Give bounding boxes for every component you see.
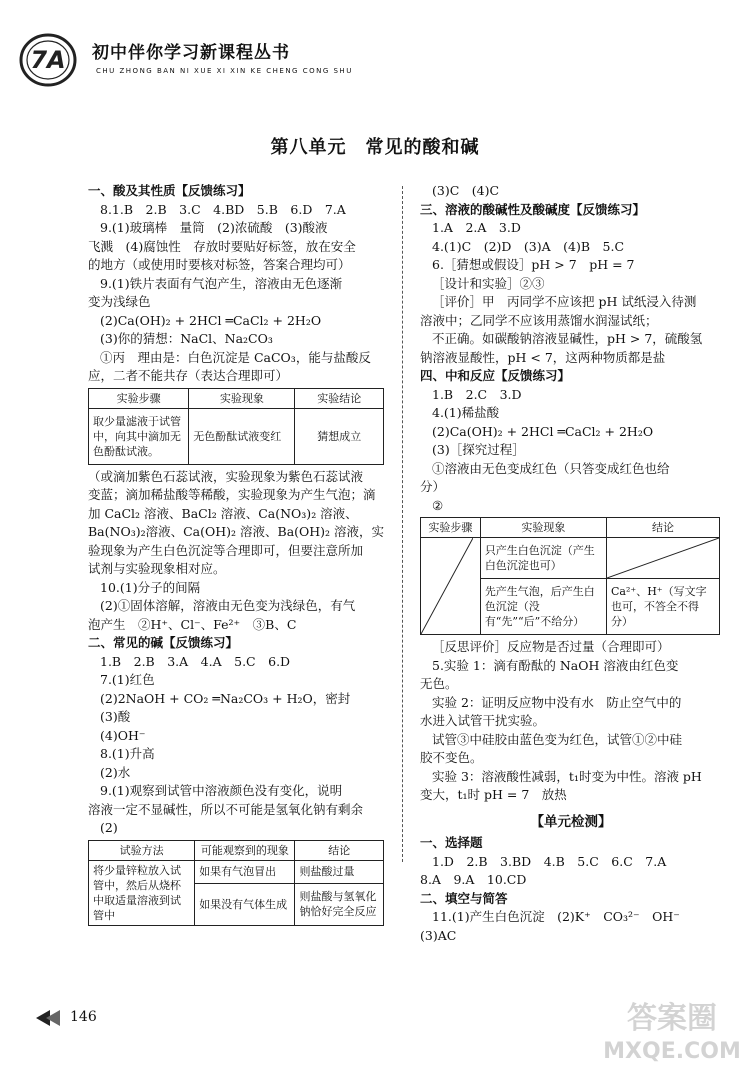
- column-divider: [402, 186, 403, 862]
- answer-line: (3)酸: [100, 709, 131, 724]
- answer-line: 试剂与实验现象相对应。: [88, 561, 226, 576]
- answer-line: ①溶液由无色变成红色（只答变成红色也给: [432, 460, 670, 476]
- diagonal-line-icon: [607, 538, 719, 578]
- answer-line: (3)C (4)C: [432, 183, 500, 198]
- table-cell: 将少量锌粒放入试管中，然后从烧杯中取适量溶液到试管中: [89, 860, 195, 925]
- answer-line: 分）: [420, 479, 446, 494]
- series-title: 初中伴你学习新课程丛书: [92, 43, 290, 63]
- table-cell: 无色酚酞试液变红: [189, 408, 295, 464]
- table-cell: 如果有气泡冒出: [195, 860, 295, 884]
- table-cell: 只产生白色沉淀（产生白色沉淀也可）: [480, 538, 606, 579]
- answer-line: 溶液中；乙同学不应该用蒸馏水润湿试纸；: [420, 312, 658, 328]
- table-cell: 取少量滤液于试管中，向其中滴加无色酚酞试液。: [89, 408, 189, 464]
- table-header: 结论: [607, 518, 720, 538]
- section-heading: 一、酸及其性质【反馈练习】: [88, 183, 251, 198]
- table-cell: 则盐酸过量: [295, 860, 384, 884]
- answer-line: 验现象为产生白色沉淀等合理即可，但要注意所加: [88, 542, 364, 558]
- answer-line: 8.(1)升高: [100, 746, 155, 761]
- answer-line: 的地方（或使用时要核对标签，答案合理均可）: [88, 257, 351, 272]
- page-number: 146: [70, 1009, 97, 1025]
- table-cell: 则盐酸与氢氧化钠恰好完全反应: [295, 884, 384, 925]
- answer-line: (2): [100, 820, 118, 835]
- table-header: 结论: [295, 840, 384, 860]
- answer-line: (2)Ca(OH)₂ + 2HCl ═CaCl₂ + 2H₂O: [100, 312, 322, 328]
- answer-line: 实验 3：溶液酸性减弱，t₁时变为中性。溶液 pH: [432, 768, 702, 784]
- answer-line: 5.实验 1：滴有酚酞的 NaOH 溶液由红色变: [432, 657, 679, 673]
- answer-line: (3)AC: [420, 927, 457, 943]
- watermark-line1: 答案圈: [627, 1001, 717, 1036]
- experiment-table-1: [88, 388, 384, 465]
- section-heading: 二、常见的碱【反馈练习】: [88, 635, 239, 650]
- answer-line: 变蓝；滴加稀盐酸等稀酸，实验现象为产生气泡；滴: [88, 487, 376, 502]
- table-header: 实验步骤: [89, 388, 189, 408]
- experiment-table-3: [420, 517, 720, 635]
- table-header: 实验现象: [480, 518, 606, 538]
- unit-title: 第八单元 常见的酸和碱: [270, 137, 480, 158]
- answer-line: 9.(1)铁片表面有气泡产生，溶液由无色逐渐: [100, 275, 343, 291]
- watermark-icon: [602, 996, 742, 1066]
- table-header: 实验结论: [295, 388, 384, 408]
- table-header: 实验现象: [189, 388, 295, 408]
- section-heading: 三、溶液的酸碱性及酸碱度【反馈练习】: [420, 201, 646, 217]
- answer-line: (4)OH⁻: [100, 727, 146, 743]
- answer-line: (3)你的猜想：NaCl、Na₂CO₃: [100, 331, 273, 346]
- answer-line: （或滴加紫色石蕊试液，实验现象为紫色石蕊试液: [88, 468, 364, 484]
- answer-line: 9.(1)玻璃棒 量筒 (2)浓硫酸 (3)酸液: [100, 220, 328, 235]
- answer-line: 7.(1)红色: [100, 672, 155, 687]
- answer-line: 无色。: [420, 676, 458, 691]
- answer-line: 实验 2：证明反应物中没有水 防止空气中的: [432, 694, 682, 710]
- table-cell-diagonal: [421, 538, 481, 635]
- table-header: 试验方法: [89, 840, 195, 860]
- answer-line: (3)［探究过程］: [432, 442, 525, 457]
- answer-line: ［设计和实验］②③: [432, 275, 545, 291]
- right-column: [420, 182, 722, 945]
- answer-line: 试管③中硅胶由蓝色变为红色，试管①②中硅: [432, 731, 683, 747]
- answer-line: (2)2NaOH + CO₂ ═Na₂CO₃ + H₂O，密封: [100, 690, 351, 706]
- section-heading: 四、中和反应【反馈练习】: [420, 368, 571, 383]
- answer-line: 8.1.B 2.B 3.C 4.BD 5.B 6.D 7.A: [100, 201, 346, 217]
- table-cell: Ca²⁺、H⁺（写文字也可，不答全不得分）: [607, 579, 720, 635]
- answer-line: 6.［猜想或假设］pH > 7 pH = 7: [432, 257, 635, 272]
- answer-line: ［评价］甲 丙同学不应该把 pH 试纸浸入待测: [432, 294, 697, 309]
- answer-line: Ba(NO₃)₂溶液、Ca(OH)₂ 溶液、Ba(OH)₂ 溶液，实: [88, 524, 385, 539]
- answer-line: 飞溅 (4)腐蚀性 存放时要贴好标签，放在安全: [88, 238, 356, 254]
- section-heading: 一、选择题: [420, 835, 483, 850]
- answer-line: 9.(1)观察到试管中溶液颜色没有变化，说明: [100, 783, 343, 798]
- answer-line: 变大，t₁时 pH = 7 放热: [420, 787, 567, 802]
- answer-line: (2)①固体溶解，溶液由无色变为浅绿色，有气: [100, 598, 356, 613]
- table-header: 实验步骤: [421, 518, 481, 538]
- answer-line: ②: [432, 497, 444, 513]
- answer-line: 10.(1)分子的间隔: [100, 579, 201, 595]
- logo-text: 7A: [30, 46, 66, 74]
- triangle-arrow-icon: [36, 1008, 64, 1028]
- answer-line: 1.D 2.B 3.BD 4.B 5.C 6.C 7.A: [432, 853, 667, 869]
- answer-line: 8.A 9.A 10.CD: [420, 872, 527, 887]
- table-cell: 先产生气泡，后产生白色沉淀（没有“先”“后”不给分）: [480, 579, 606, 635]
- answer-line: 1.B 2.B 3.A 4.A 5.C 6.D: [100, 653, 291, 669]
- answer-line: 应，二者不能共存（表达合理即可）: [88, 368, 289, 383]
- table-header: 可能观察到的现象: [195, 840, 295, 860]
- answer-line: 变为浅绿色: [88, 294, 151, 309]
- answer-line: ①丙 理由是：白色沉淀是 CaCO₃，能与盐酸反: [100, 349, 371, 365]
- series-pinyin: CHU ZHONG BAN NI XUE XI XIN KE CHENG CONG SHU: [96, 67, 353, 75]
- watermark-line2: MXQE.COM: [603, 1039, 741, 1064]
- answer-line: 泡产生 ②H⁺、Cl⁻、Fe²⁺ ③B、C: [88, 616, 297, 632]
- series-logo-icon: [18, 32, 80, 88]
- answer-line: 不正确。如碳酸钠溶液显碱性，pH > 7，硫酸氢: [432, 331, 703, 346]
- answer-line: 加 CaCl₂ 溶液、BaCl₂ 溶液、Ca(NO₃)₂ 溶液、: [88, 505, 358, 521]
- table-cell-diagonal: [607, 538, 720, 579]
- answer-line: 钠溶液显酸性，pH < 7，这两种物质都是盐: [420, 349, 666, 365]
- answer-line: 溶液一定不显碱性，所以不可能是氢氧化钠有剩余: [88, 801, 364, 817]
- answer-line: (2)Ca(OH)₂ + 2HCl ═CaCl₂ + 2H₂O: [432, 423, 654, 439]
- experiment-table-2: [88, 840, 384, 926]
- answer-line: 胶不变色。: [420, 750, 483, 765]
- answer-line: (2)水: [100, 764, 131, 780]
- table-cell: 如果没有气体生成: [195, 884, 295, 925]
- answer-line: 1.A 2.A 3.D: [432, 220, 521, 235]
- left-column: [88, 182, 388, 929]
- answer-line: ［反思评价］反应物是否过量（合理即可）: [432, 639, 670, 654]
- page-header: [18, 30, 578, 90]
- answer-line: 4.(1)C (2)D (3)A (4)B 5.C: [432, 238, 625, 254]
- unit-test-heading: 【单元检测】: [530, 813, 612, 830]
- diagonal-line-icon: [421, 538, 473, 634]
- answer-line: 4.(1)稀盐酸: [432, 405, 500, 420]
- answer-line: 1.B 2.C 3.D: [432, 386, 522, 402]
- answer-line: 11.(1)产生白色沉淀 (2)K⁺ CO₃²⁻ OH⁻: [432, 909, 680, 924]
- section-heading: 二、填空与简答: [420, 890, 508, 906]
- table-cell: 猜想成立: [295, 408, 384, 464]
- answer-line: 水进入试管干扰实验。: [420, 713, 546, 728]
